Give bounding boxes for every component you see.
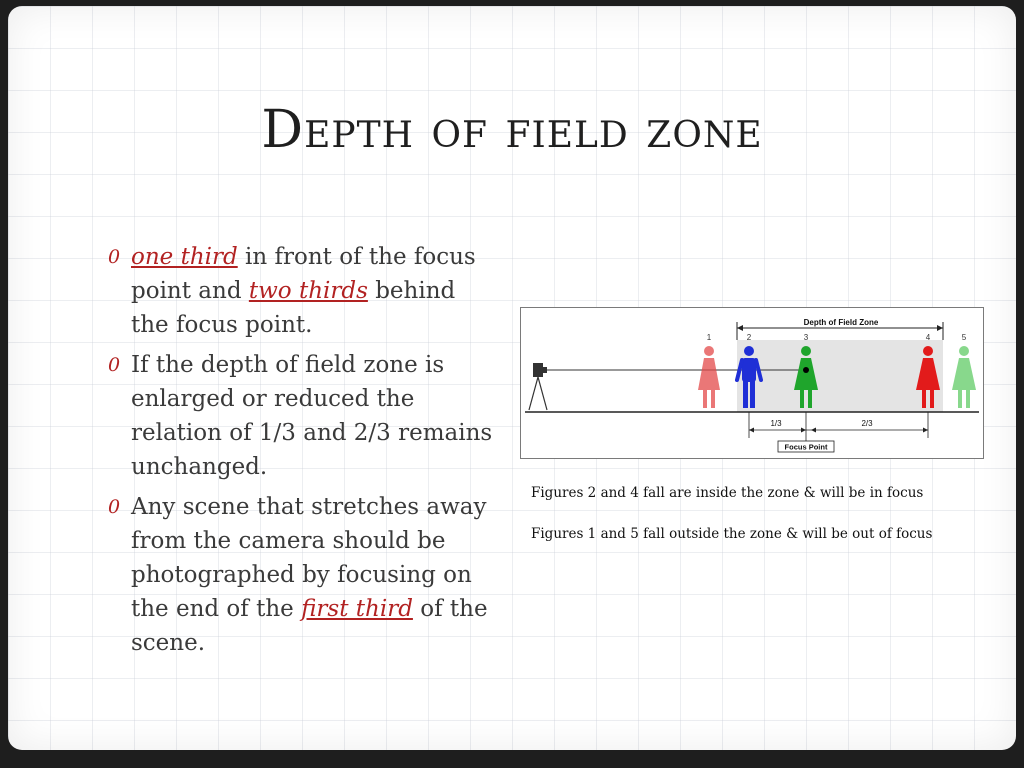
figure-number: 5 [961,333,967,342]
slide-title: Depth of field zone [261,100,763,160]
two-thirds-label: 2/3 [861,419,873,428]
bullet-marker: 0 [108,354,121,376]
bullet-text: in front of the focus point and [131,244,476,304]
highlight-one-third: one third [131,244,238,270]
bullet-item [104,348,496,484]
slide [8,6,1016,750]
bullet-text: of the scene. [131,596,488,656]
figure-1-person-icon [698,346,720,408]
bullet-item [104,240,496,342]
one-third-label: 1/3 [770,419,782,428]
figure-number: 3 [803,333,809,342]
bullet-text: behind the focus point. [131,278,456,338]
zone-shading [737,340,943,412]
focus-point-label: Focus Point [784,442,828,452]
camera-icon [529,363,547,410]
focus-point-dot [803,367,809,373]
bullet-item [104,490,496,660]
highlight-first-third: first third [301,596,413,622]
caption-outside-zone: Figures 1 and 5 fall outside the zone & will be out of focus [531,526,933,542]
figure-5-person-icon [952,346,976,408]
bullet-marker: 0 [108,246,121,268]
bullet-marker: 0 [108,496,121,518]
measure-arrows [749,412,928,448]
figure-number: 2 [746,333,752,342]
bullet-text: Any scene that stretches away from the camera should be photographed by focusing on the end of the [131,494,487,622]
caption-inside-zone: Figures 2 and 4 fall are inside the zone & will be in focus [531,485,924,501]
figure-number: 1 [706,333,712,342]
zone-label: Depth of Field Zone [803,318,879,327]
figure-number: 4 [925,333,931,342]
highlight-two-thirds: two thirds [248,278,368,304]
bullet-text: If the depth of field zone is enlarged or reduced the relation of 1/3 and 2/3 remains unchanged. [131,352,493,480]
depth-of-field-diagram [520,307,984,459]
bullet-list [104,240,496,666]
